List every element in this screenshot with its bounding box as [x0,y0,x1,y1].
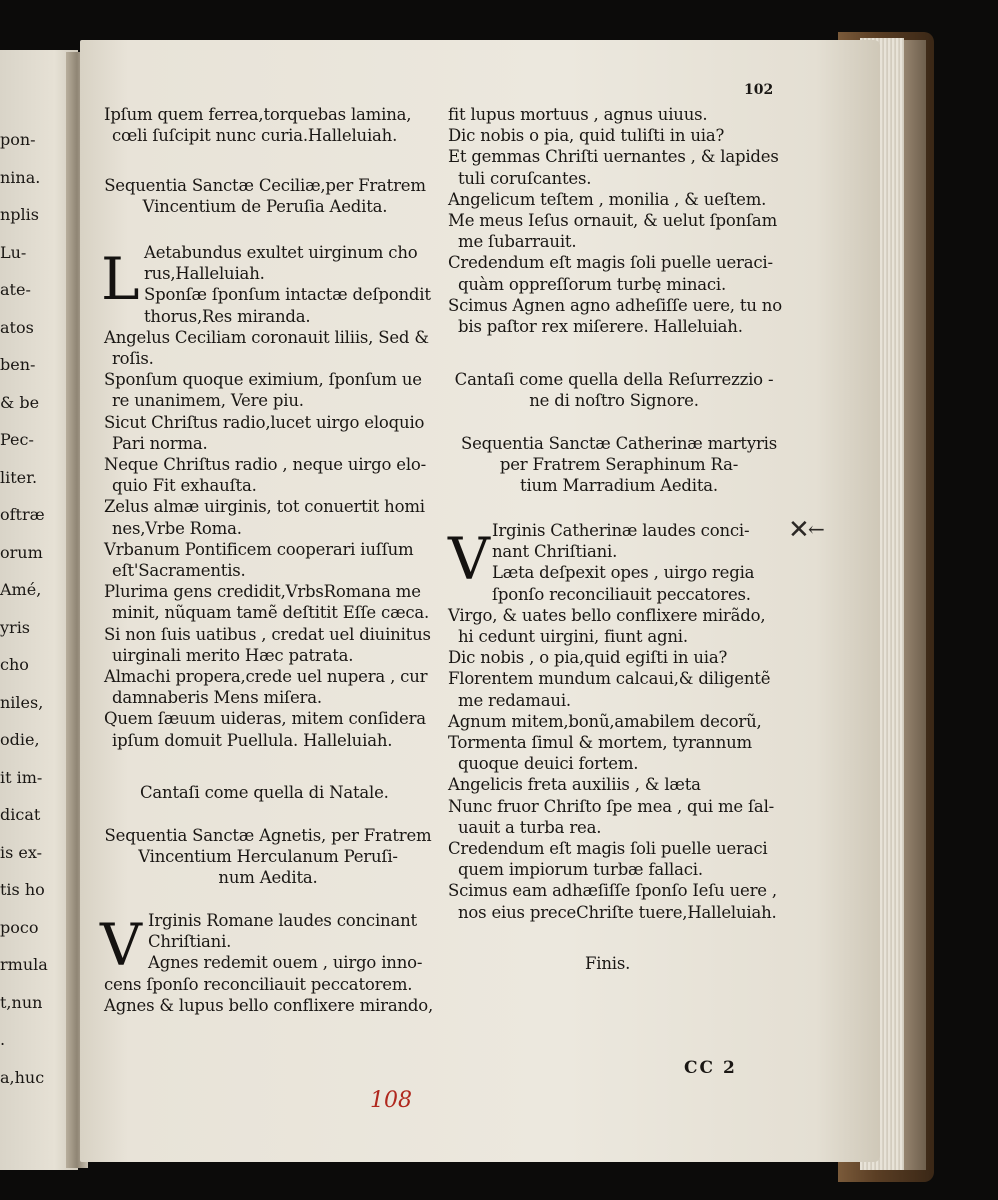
left-page-text-fragment: nplis [0,205,39,224]
text-line: Vincentium de Peruſia Aedita. [142,197,388,217]
text-line: Quem ſæuum uideras, mitem conſidera [104,709,426,729]
left-page-text-fragment: Amé, [0,580,42,599]
text-line: Agnes & lupus bello conflixere mirando, [104,995,434,1015]
marginal-cross-mark-icon: ✕ [788,515,810,545]
left-page-text-fragment: poco [0,917,39,937]
text-line: Angelicis freta auxiliis , & læta [448,775,701,795]
text-line: nant Chriſtiani. [492,542,618,562]
text-line: ſponſo reconciliauit peccatores. [492,584,751,604]
text-line: Almachi propera,crede uel nupera , cur [104,667,428,687]
text-line: Scimus eam adhæſiſſe ſponſo Ieſu uere , [448,881,777,901]
left-page-text-fragment: atos [0,317,34,337]
text-line: ipſum domuit Puellula. Halleluiah. [112,730,393,750]
text-line: tium Marradium Aedita. [520,476,718,496]
text-line: Cantaſi come quella della Reſurrezzio - [454,370,774,389]
dropcap-agnes: V [100,911,142,979]
text-line: Læta deſpexit opes , uirgo regia [492,563,755,583]
text-line: Si non ſuis uatibus , credat uel diuinitus [104,624,431,644]
text-line: me redamaui. [458,690,571,710]
left-page-text-fragment: yris [0,617,31,637]
text-line: Scimus Agnen agno adheſiſſe uere, tu no [448,295,782,315]
left-page-text-fragment: niles, [0,692,44,712]
left-page-text-fragment: cho [0,655,29,674]
text-line: Plurima gens credidit,VrbsRomana me [104,582,421,602]
text-line: nos eius preceChriſte tuere,Halleluiah. [458,902,777,922]
text-line: quoque deuici fortem. [458,754,639,774]
text-line: nes,Vrbe Roma. [112,518,242,538]
text-line: bis paſtor rex miſerere. Halleluiah. [458,317,743,337]
text-line: Dic nobis o pia, quid tuliſti in uia? [448,126,725,146]
left-page-text-fragment: a,huc [0,1067,45,1087]
text-line: num Aedita. [218,868,318,888]
left-page-text-fragment: dicat [0,805,41,824]
left-page-text-fragment: t,nun [0,992,43,1012]
text-line: Me meus Ieſus ornauit, & uelut ſponſam [448,211,778,231]
text-line: Credendum eſt magis ſoli puelle ueraci [448,839,768,859]
dropcap-cecilia: L [101,245,140,313]
text-line: roſis. [112,349,154,369]
left-page-text-fragment: & be [0,392,40,412]
text-line: Tormenta ſimul & mortem, tyrannum [448,733,753,753]
text-line: Sequentia Sanctæ Catherinæ martyris [460,434,777,453]
text-line: Vincentium Herculanum Peruſi- [138,847,398,867]
text-line: tuli coruſcantes. [458,168,592,188]
text-line: cœli ſuſcipit nunc curia.Halleluiah. [112,126,398,146]
text-line: cens ſponſo reconciliauit peccatorem. [104,974,413,994]
text-line: quem impiorum turbæ fallaci. [458,860,703,880]
text-line: Et gemmas Chriſti uernantes , & lapides [448,147,779,167]
text-line: Vrbanum Pontificem cooperari iuſſum [104,539,414,559]
text-line: Florentem mundum calcaui,& diligentẽ [448,669,771,689]
sequence-catherine-text [448,520,777,923]
left-page-text-fragment: is ex- [0,842,43,862]
marginal-arrow-mark-icon: ← [808,517,825,541]
text-line: Sequentia Sanctæ Agnetis, per Fratrem [104,826,432,845]
text-line: Pari norma. [112,433,208,453]
text-line: uauit a turba rea. [458,817,602,837]
left-page-text-fragment: nina. [0,167,41,187]
signature-mark: CC 2 [684,1058,737,1078]
heading-agnes [100,825,436,889]
text-line: damnaberis Mens miſera. [112,688,322,708]
text-line: Aetabundus exultet uirginum cho [144,243,418,262]
cantasi-natale: Cantaſi come quella di Natale. [140,783,389,802]
text-line: Agnum mitem,bonũ,amabilem decorũ, [448,711,762,731]
heading-cecilia [100,175,430,217]
text-line: Sicut Chriſtus radio,lucet uirgo eloquio [104,412,425,432]
left-page-text-fragment: it im- [0,767,43,787]
left-page-text-fragment: rmula [0,955,48,974]
text-line: Irginis Catherinæ laudes conci- [492,521,750,540]
left-page-text-fragment: pon- [0,130,36,149]
text-line: ne di noſtro Signore. [529,391,699,411]
left-page-text-fragment: liter. [0,467,38,487]
finis: Finis. [585,954,631,973]
left-page-text-fragment: odie, [0,730,40,749]
text-line: Neque Chriſtus radio , neque uirgo elo- [104,455,426,475]
text-line: Dic nobis , o pia,quid egiſti in uia? [448,648,728,668]
text-line: Ipſum quem ferrea,torquebas lamina, [104,105,412,124]
text-line: thorus,Res miranda. [144,306,311,326]
cantasi-resurrezione [444,369,784,411]
sequence-cecilia-text [104,242,431,751]
text-line: per Fratrem Seraphinum Ra- [499,455,739,475]
text-line: Credendum eſt magis ſoli puelle ueraci- [448,253,773,273]
sequence-agnes-text [104,910,433,1016]
handwritten-folio-number: 108 [370,1088,412,1113]
text-line: quàm oppreſſorum turbę minaci. [458,274,727,294]
text-line: Nunc fruor Chriſto ſpe mea , qui me ſal- [448,796,775,816]
text-line: Irginis Romane laudes concinant [148,911,417,930]
text-line: Chriſtiani. [148,932,232,952]
text-line: Sponſæ ſponſum intactæ deſpondit [144,285,431,305]
text-line: eſt'Sacramentis. [112,561,246,581]
left-page-text-fragment: tis ho [0,880,45,899]
text-line: Sequentia Sanctæ Ceciliæ,per Fratrem [104,176,426,195]
dropcap-catherine: V [448,525,490,593]
left-page-text-fragment: Lu- [0,242,27,262]
left-page-text-fragment: Pec- [0,430,34,449]
left-page-text-fragment: . [0,1030,6,1049]
text-line: Angelus Ceciliam coronauit liliis, Sed & [104,327,429,347]
left-page-text-fragment: orum [0,542,43,562]
text-line: hi cedunt uirgini, fiunt agni. [458,627,688,647]
heading-catherine [444,433,794,497]
text-line: Angelicum teſtem , monilia , & ueſtem. [448,189,767,209]
text-line: minit, nũquam tamẽ deſtitit Eſſe cæca. [112,603,430,623]
right-column-opening [448,104,782,337]
text-line: fit lupus mortuus , agnus uiuus. [448,105,708,124]
text-line: Zelus almæ uirginis, tot conuertit homi [104,497,425,517]
left-page-text-fragment: ben- [0,355,36,374]
text-line: Agnes redemit ouem , uirgo inno- [148,953,423,973]
left-page-text-fragment: oftræ [0,505,45,524]
text-line: uirginali merito Hæc patrata. [112,645,354,665]
text-line: Virgo, & uates bello conflixere mirãdo, [448,605,766,625]
page-number: 102 [744,82,774,98]
text-line: me ſubarrauit. [458,232,577,252]
left-column-opening [104,104,411,146]
text-line: Sponſum quoque eximium, ſponſum ue [104,370,422,390]
text-line: rus,Halleluiah. [144,264,265,284]
text-line: quio Fit exhauſta. [112,476,257,496]
left-page-text-fragment: ate- [0,280,31,299]
text-line: re unanimem, Vere piu. [112,391,304,411]
